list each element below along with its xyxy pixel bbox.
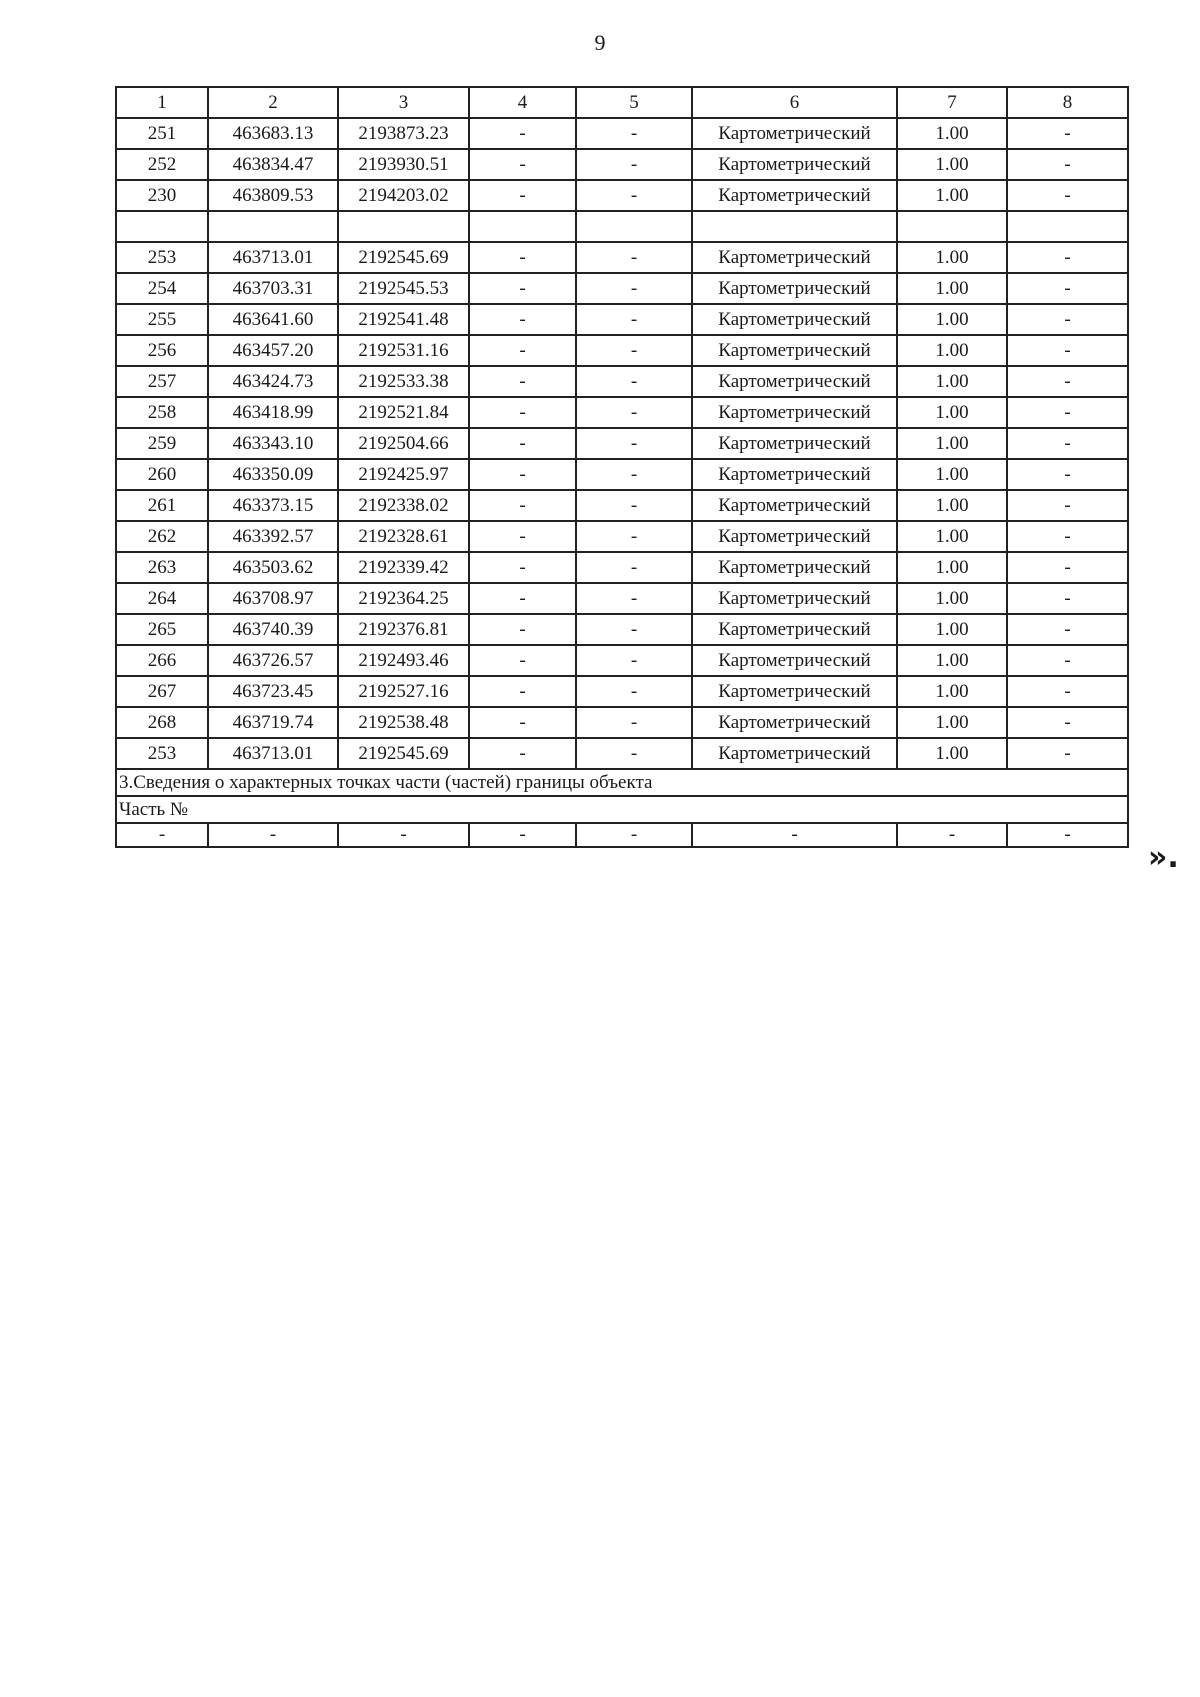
table-cell: Картометрический: [692, 614, 897, 645]
table-cell: 1.00: [897, 676, 1007, 707]
table-cell: 463424.73: [208, 366, 338, 397]
table-cell: 252: [116, 149, 208, 180]
table-row: [116, 645, 1128, 676]
part-data-row: [116, 823, 1128, 847]
table-cell: -: [469, 676, 576, 707]
table-cell: -: [1007, 552, 1128, 583]
table-row: [116, 583, 1128, 614]
table-cell: -: [1007, 490, 1128, 521]
table-cell: -: [469, 118, 576, 149]
header-cell: 5: [576, 87, 692, 118]
table-cell: -: [1007, 521, 1128, 552]
table-cell: 260: [116, 459, 208, 490]
table-cell: 268: [116, 707, 208, 738]
table-cell: -: [469, 521, 576, 552]
table-cell: Картометрический: [692, 707, 897, 738]
table-cell: -: [576, 583, 692, 614]
table-cell: 254: [116, 273, 208, 304]
table-cell: -: [469, 614, 576, 645]
table-cell: Картометрический: [692, 149, 897, 180]
table-row: [116, 459, 1128, 490]
table-cell: 463373.15: [208, 490, 338, 521]
table-cell: 1.00: [897, 242, 1007, 273]
table-cell: 263: [116, 552, 208, 583]
table-row: [116, 614, 1128, 645]
table-cell: -: [1007, 823, 1128, 847]
table-cell: 266: [116, 645, 208, 676]
table-cell: 1.00: [897, 645, 1007, 676]
table-cell: [692, 211, 897, 242]
header-cell: 2: [208, 87, 338, 118]
table-cell: 463740.39: [208, 614, 338, 645]
table-cell: 2192538.48: [338, 707, 469, 738]
table-cell: 2192328.61: [338, 521, 469, 552]
table-cell: 1.00: [897, 552, 1007, 583]
table-cell: 463719.74: [208, 707, 338, 738]
table-cell: 2192425.97: [338, 459, 469, 490]
table-cell: 463343.10: [208, 428, 338, 459]
table-row: [116, 304, 1128, 335]
table-cell: -: [1007, 707, 1128, 738]
table-cell: 1.00: [897, 180, 1007, 211]
table-cell: 463723.45: [208, 676, 338, 707]
table-row: [116, 521, 1128, 552]
table-cell: -: [1007, 273, 1128, 304]
table-cell: Картометрический: [692, 242, 897, 273]
table-cell: 463392.57: [208, 521, 338, 552]
table-cell: -: [1007, 180, 1128, 211]
table-cell: 2192521.84: [338, 397, 469, 428]
table-cell: -: [469, 180, 576, 211]
table-cell: -: [1007, 397, 1128, 428]
table-cell: -: [1007, 118, 1128, 149]
table-cell: Картометрический: [692, 490, 897, 521]
table-cell: -: [576, 823, 692, 847]
header-cell: 4: [469, 87, 576, 118]
table-cell: -: [692, 823, 897, 847]
header-cell: 8: [1007, 87, 1128, 118]
table-cell: -: [576, 335, 692, 366]
table-cell: -: [208, 823, 338, 847]
table-cell: -: [469, 583, 576, 614]
table-cell: -: [1007, 335, 1128, 366]
table-cell: 261: [116, 490, 208, 521]
table-row: [116, 118, 1128, 149]
part-label: Часть №: [116, 796, 1128, 823]
table-cell: -: [1007, 242, 1128, 273]
table-cell: -: [469, 149, 576, 180]
table-cell: 267: [116, 676, 208, 707]
table-cell: -: [576, 459, 692, 490]
table-cell: -: [576, 118, 692, 149]
table-cell: Картометрический: [692, 180, 897, 211]
table-cell: 1.00: [897, 304, 1007, 335]
table-cell: 256: [116, 335, 208, 366]
table-cell: 2193930.51: [338, 149, 469, 180]
table-cell: 230: [116, 180, 208, 211]
section-title: 3.Сведения о характерных точках части (частей) границы объекта: [116, 769, 1128, 796]
table-cell: -: [469, 242, 576, 273]
table-cell: 1.00: [897, 149, 1007, 180]
table-cell: 1.00: [897, 118, 1007, 149]
table-row: [116, 738, 1128, 769]
table-cell: 2192364.25: [338, 583, 469, 614]
table-cell: 463418.99: [208, 397, 338, 428]
table-cell: [116, 211, 208, 242]
table-cell: Картометрический: [692, 335, 897, 366]
table-cell: -: [576, 366, 692, 397]
table-cell: 463457.20: [208, 335, 338, 366]
header-row: [116, 87, 1128, 118]
table-cell: -: [576, 645, 692, 676]
table-cell: -: [469, 304, 576, 335]
table-cell: -: [1007, 738, 1128, 769]
header-cell: 7: [897, 87, 1007, 118]
table-cell: Картометрический: [692, 552, 897, 583]
table-row: [116, 149, 1128, 180]
table-row: [116, 242, 1128, 273]
table-cell: 463726.57: [208, 645, 338, 676]
table-cell: [897, 211, 1007, 242]
header-cell: 3: [338, 87, 469, 118]
table-cell: 2192527.16: [338, 676, 469, 707]
table-cell: Картометрический: [692, 397, 897, 428]
table-cell: 463713.01: [208, 738, 338, 769]
table-cell: -: [1007, 676, 1128, 707]
table-cell: 463641.60: [208, 304, 338, 335]
table-cell: 1.00: [897, 490, 1007, 521]
table-cell: -: [469, 397, 576, 428]
table-cell: -: [1007, 583, 1128, 614]
table-cell: 2192545.69: [338, 242, 469, 273]
table-cell: Картометрический: [692, 583, 897, 614]
table-cell: 2194203.02: [338, 180, 469, 211]
table-cell: Картометрический: [692, 521, 897, 552]
header-cell: 6: [692, 87, 897, 118]
table-cell: -: [897, 823, 1007, 847]
table-cell: -: [576, 180, 692, 211]
table-cell: -: [576, 490, 692, 521]
table-cell: -: [576, 614, 692, 645]
table-cell: -: [469, 428, 576, 459]
table-cell: Картометрический: [692, 676, 897, 707]
table-cell: -: [576, 521, 692, 552]
table-cell: 251: [116, 118, 208, 149]
table-cell: -: [576, 149, 692, 180]
table-cell: 463703.31: [208, 273, 338, 304]
table-cell: -: [576, 304, 692, 335]
table-cell: -: [116, 823, 208, 847]
table-cell: -: [1007, 645, 1128, 676]
table-cell: -: [469, 459, 576, 490]
table-cell: 2193873.23: [338, 118, 469, 149]
table-cell: 2192545.53: [338, 273, 469, 304]
table-cell: [338, 211, 469, 242]
table-row: [116, 552, 1128, 583]
table-cell: -: [1007, 428, 1128, 459]
table-cell: 265: [116, 614, 208, 645]
table-cell: -: [576, 676, 692, 707]
table-cell: -: [1007, 149, 1128, 180]
table-cell: Картометрический: [692, 459, 897, 490]
table-cell: Картометрический: [692, 428, 897, 459]
table-row: [116, 397, 1128, 428]
table-cell: 2192545.69: [338, 738, 469, 769]
table-cell: Картометрический: [692, 304, 897, 335]
table-cell: 1.00: [897, 366, 1007, 397]
table-cell: 463708.97: [208, 583, 338, 614]
table-cell: 1.00: [897, 583, 1007, 614]
table-cell: -: [576, 552, 692, 583]
table-cell: -: [469, 823, 576, 847]
table-cell: 1.00: [897, 707, 1007, 738]
table-cell: -: [469, 335, 576, 366]
table-cell: 463809.53: [208, 180, 338, 211]
table-cell: -: [1007, 459, 1128, 490]
table-cell: 2192376.81: [338, 614, 469, 645]
table-cell: 463683.13: [208, 118, 338, 149]
table-cell: 1.00: [897, 459, 1007, 490]
table-cell: -: [576, 707, 692, 738]
table-cell: [208, 211, 338, 242]
table-cell: -: [576, 428, 692, 459]
table-cell: -: [576, 242, 692, 273]
table-cell: -: [1007, 614, 1128, 645]
table-cell: 1.00: [897, 273, 1007, 304]
table-cell: 463834.47: [208, 149, 338, 180]
table-cell: 1.00: [897, 738, 1007, 769]
table-cell: Картометрический: [692, 273, 897, 304]
table-cell: Картометрический: [692, 366, 897, 397]
table-row: [116, 428, 1128, 459]
table-cell: 463350.09: [208, 459, 338, 490]
table-cell: [1007, 211, 1128, 242]
table-cell: 255: [116, 304, 208, 335]
table-cell: 2192339.42: [338, 552, 469, 583]
table-cell: -: [469, 645, 576, 676]
table-cell: Картометрический: [692, 118, 897, 149]
table-cell: 257: [116, 366, 208, 397]
table-row: [116, 707, 1128, 738]
table-row: [116, 180, 1128, 211]
table-cell: -: [576, 738, 692, 769]
table-cell: 253: [116, 738, 208, 769]
table-cell: 262: [116, 521, 208, 552]
table-cell: 1.00: [897, 614, 1007, 645]
table-cell: 1.00: [897, 335, 1007, 366]
table-cell: -: [576, 397, 692, 428]
table-cell: -: [1007, 304, 1128, 335]
table-row: [116, 490, 1128, 521]
table-cell: 463503.62: [208, 552, 338, 583]
table-cell: 463713.01: [208, 242, 338, 273]
table-row: [116, 273, 1128, 304]
table-cell: 259: [116, 428, 208, 459]
table-cell: 2192541.48: [338, 304, 469, 335]
table-cell: 2192504.66: [338, 428, 469, 459]
header-cell: 1: [116, 87, 208, 118]
table-cell: [576, 211, 692, 242]
table-row: [116, 366, 1128, 397]
table-cell: 2192493.46: [338, 645, 469, 676]
table-cell: 1.00: [897, 521, 1007, 552]
table-cell: Картометрический: [692, 738, 897, 769]
table-cell: 258: [116, 397, 208, 428]
table-cell: -: [469, 366, 576, 397]
table-cell: 2192533.38: [338, 366, 469, 397]
table-cell: -: [576, 273, 692, 304]
table-row: [116, 335, 1128, 366]
table-cell: -: [469, 273, 576, 304]
coordinates-table: [115, 86, 1129, 848]
table-cell: 2192338.02: [338, 490, 469, 521]
table-cell: Картометрический: [692, 645, 897, 676]
table-cell: 1.00: [897, 397, 1007, 428]
section-title-row: [116, 769, 1128, 796]
closing-quote-mark: ».: [1148, 840, 1179, 875]
page-number: 9: [594, 30, 606, 55]
table-cell: 264: [116, 583, 208, 614]
table-cell: -: [1007, 366, 1128, 397]
table-cell: 253: [116, 242, 208, 273]
table-row: [116, 676, 1128, 707]
table-cell: -: [469, 707, 576, 738]
table-cell: 1.00: [897, 428, 1007, 459]
table-cell: -: [338, 823, 469, 847]
table-cell: -: [469, 490, 576, 521]
part-label-row: [116, 796, 1128, 823]
table-row: [116, 211, 1128, 242]
table-cell: 2192531.16: [338, 335, 469, 366]
table-cell: -: [469, 738, 576, 769]
table-cell: -: [469, 552, 576, 583]
table-body: [116, 87, 1128, 847]
table-cell: [469, 211, 576, 242]
